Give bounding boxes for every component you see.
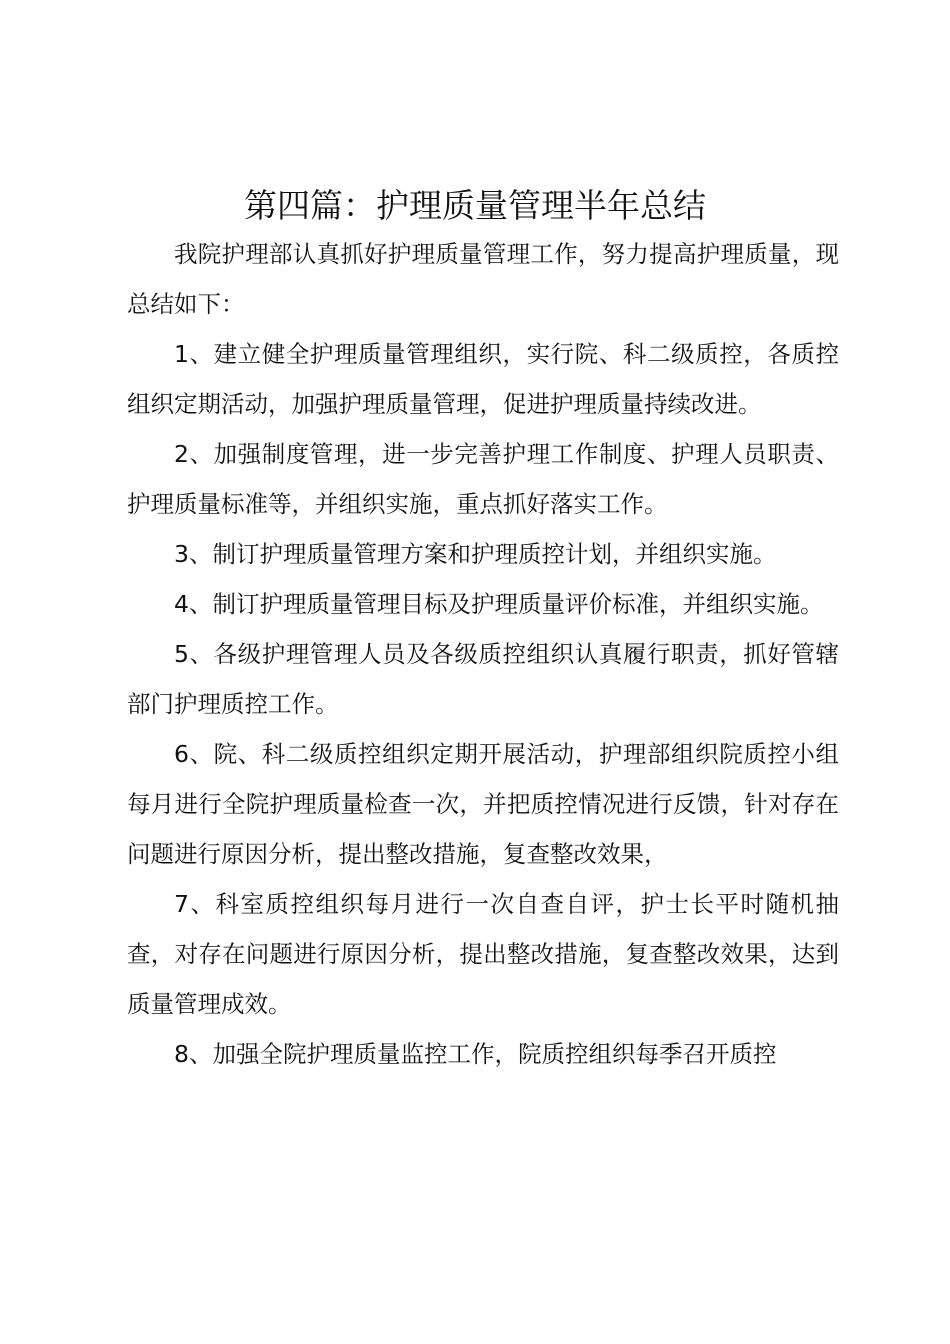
- paragraph-item-3: 3、制订护理质量管理方案和护理质控计划，并组织实施。: [174, 540, 777, 568]
- paragraph-item-6: 6、院、科二级质控组织定期开展活动，护理部组织院质控小组每月进行全院护理质量检查一次，并把质控情况进行反馈，针对存在问题进行原因分析，提出整改措施，复查整改效果，: [127, 740, 839, 868]
- paragraph-item-1: 1、建立健全护理质量管理组织，实行院、科二级质控，各质控组织定期活动，加强护理质量管理，促进护理质量持续改进。: [127, 340, 839, 418]
- paragraph-item-7: 7、科室质控组织每月进行一次自查自评，护士长平时随机抽查，对存在问题进行原因分析，提出整改措施，复查整改效果，达到质量管理成效。: [127, 890, 839, 1018]
- document-title: 第四篇：护理质量管理半年总结: [244, 186, 706, 225]
- paragraph-intro: 我院护理部认真抓好护理质量管理工作，努力提高护理质量，现总结如下：: [127, 240, 839, 318]
- paragraph-item-2: 2、加强制度管理，进一步完善护理工作制度、护理人员职责、护理质量标准等，并组织实施，重点抓好落实工作。: [127, 440, 839, 518]
- document-body: [127, 229, 839, 1079]
- paragraph-item-4: 4、制订护理质量管理目标及护理质量评价标准，并组织实施。: [174, 590, 824, 618]
- paragraph-item-5: 5、各级护理管理人员及各级质控组织认真履行职责，抓好管辖部门护理质控工作。: [127, 640, 839, 718]
- paragraph-item-8: 8、加强全院护理质量监控工作，院质控组织每季召开质控: [174, 1040, 777, 1068]
